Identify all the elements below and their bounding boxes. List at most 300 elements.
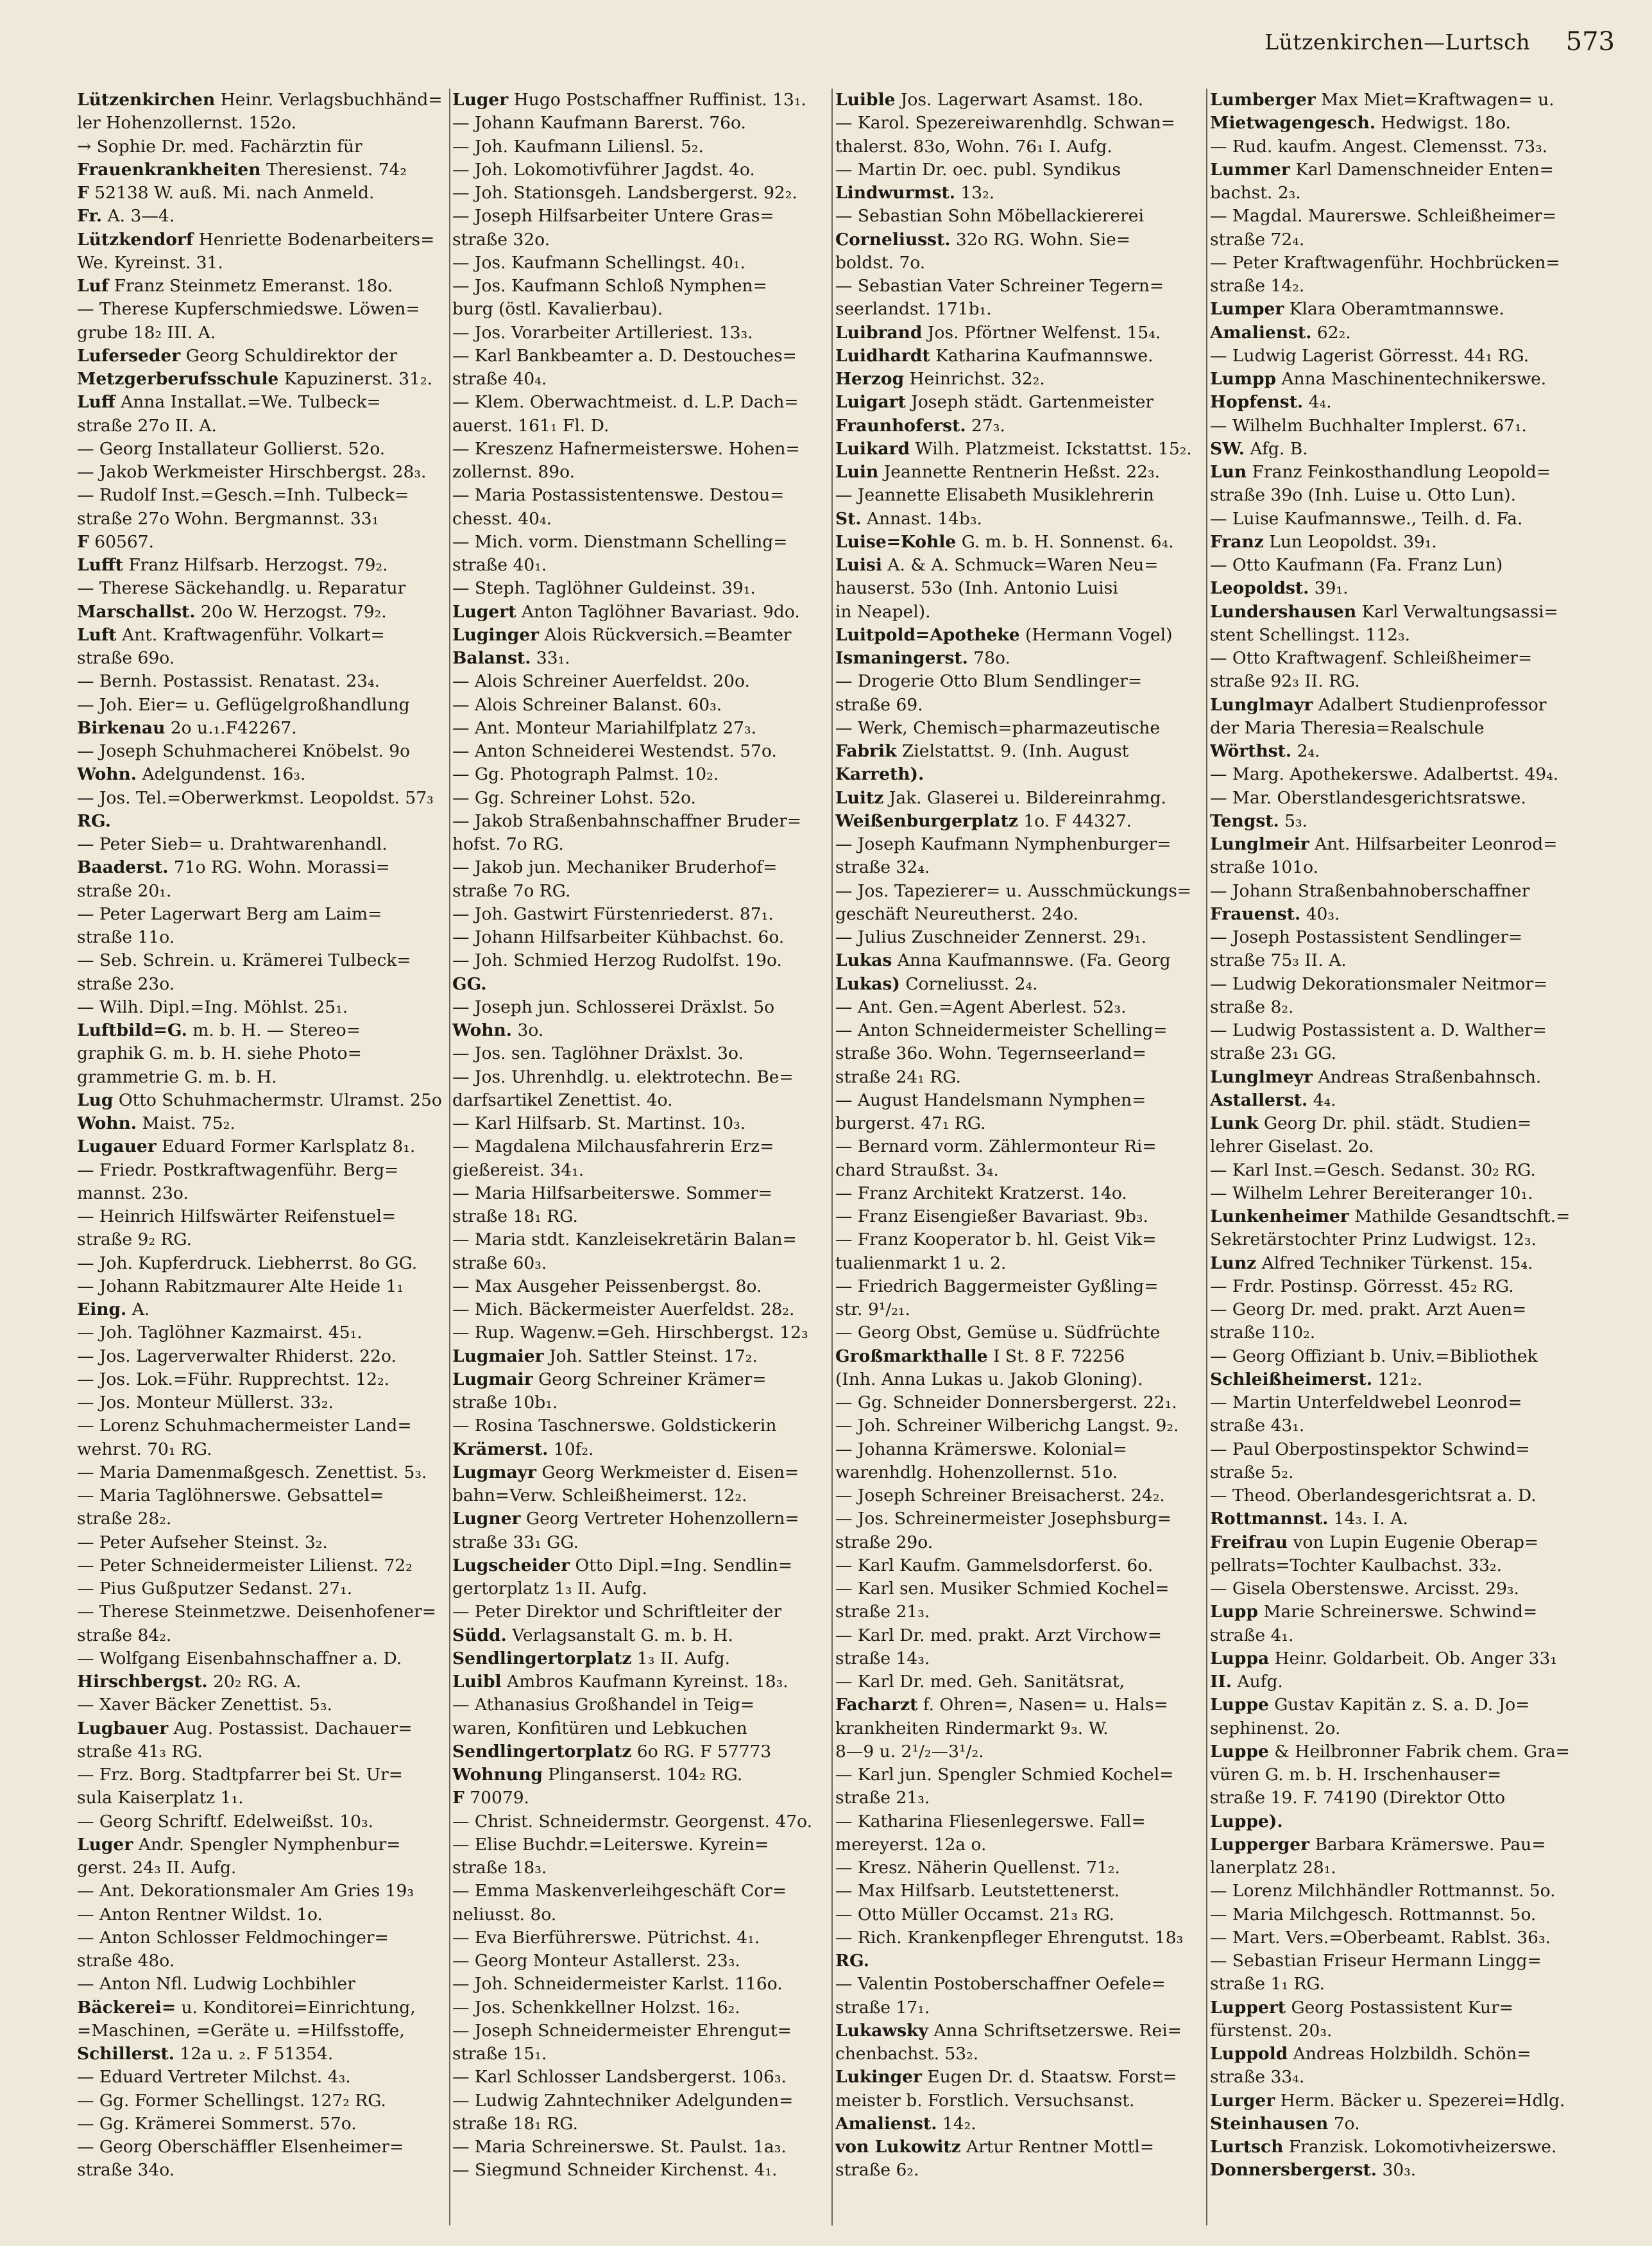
directory-line: pellrats=Tochter Kaulbachst. 33₂. xyxy=(1210,1555,1503,1575)
directory-line: chenbachst. 53₂. xyxy=(835,2044,979,2064)
directory-line: — Johann Hilfsarbeiter Kühbachst. 6o. xyxy=(452,927,785,947)
directory-line: — Otto Kaufmann (Fa. Franz Lun) xyxy=(1210,555,1503,575)
directory-line: — Georg Offiziant b. Univ.=Bibliothek xyxy=(1210,1346,1538,1366)
directory-line: St. Annast. 14b₃. xyxy=(835,508,982,529)
directory-line: krankheiten Rindermarkt 9₃. W. xyxy=(835,1718,1109,1738)
directory-line: We. Kyreinst. 31. xyxy=(77,252,223,273)
directory-line: straße 75₃ II. A. xyxy=(1210,950,1347,971)
directory-line: — Mar. Oberstlandesgerichtsratswe. xyxy=(1210,787,1526,808)
directory-line: straße 69. xyxy=(835,694,923,715)
column-rule xyxy=(831,89,833,2225)
directory-line: Luitz Jak. Glaserei u. Bildereinrahmg. xyxy=(835,787,1166,808)
directory-line: RG. xyxy=(835,1951,869,1971)
directory-line: Lurtsch Franzisk. Lokomotivheizerswe. xyxy=(1210,2137,1557,2157)
directory-line: geschäft Neureutherst. 24o. xyxy=(835,904,1078,924)
directory-line: Hirschbergst. 20₂ RG. A. xyxy=(77,1672,302,1692)
directory-line: — Magdal. Maurerswe. Schleißheimer= xyxy=(1210,206,1557,227)
directory-line: Lukinger Eugen Dr. d. Staatsw. Forst= xyxy=(835,2067,1177,2087)
directory-line: — Anton Nfl. Ludwig Lochbihler xyxy=(77,1974,355,1994)
directory-line: (Inh. Anna Lukas u. Jakob Gloning). xyxy=(835,1369,1143,1389)
directory-line: chard Straußst. 3₄. xyxy=(835,1160,999,1180)
directory-line: Luppa Heinr. Goldarbeit. Ob. Anger 33₁ xyxy=(1210,1648,1557,1668)
directory-line: — Friedrich Baggermeister Gyßling= xyxy=(835,1276,1159,1296)
directory-line: straße 34o. xyxy=(77,2160,175,2181)
directory-line: — Joh. Schneidermeister Karlst. 116o. xyxy=(452,1974,783,1994)
directory-line: zollernst. 89o. xyxy=(452,462,575,482)
directory-line: → Sophie Dr. med. Fachärztin für xyxy=(77,136,362,157)
directory-line: — Wolfgang Eisenbahnschaffner a. D. xyxy=(77,1648,402,1668)
directory-line: straße 23₁ GG. xyxy=(1210,1043,1337,1064)
directory-line: — Jakob Werkmeister Hirschbergst. 28₃. xyxy=(77,462,427,482)
directory-line: — Jos. Tapezierer= u. Ausschmückungs= xyxy=(835,880,1191,901)
directory-line: sephinenst. 2o. xyxy=(1210,1718,1341,1738)
directory-line: Ismaningerst. 78o. xyxy=(835,648,1010,668)
directory-line: — Karl sen. Musiker Schmied Kochel= xyxy=(835,1579,1170,1599)
directory-line: Corneliusst. 32o RG. Wohn. Sie= xyxy=(835,229,1130,250)
directory-line: straße 18₃. xyxy=(452,1858,547,1878)
directory-line: straße 69o. xyxy=(77,648,175,668)
directory-line: straße 14₃. xyxy=(835,1648,930,1668)
directory-line: — Heinrich Hilfswärter Reifenstuel= xyxy=(77,1206,396,1226)
directory-line: Weißenburgerplatz 1o. F 44327. xyxy=(835,810,1132,831)
directory-line: straße 17₁. xyxy=(835,1997,930,2018)
directory-line: — Friedr. Postkraftwagenführ. Berg= xyxy=(77,1160,399,1180)
directory-line: Frauenst. 40₃. xyxy=(1210,904,1340,924)
directory-line: — Joseph Schneidermeister Ehrengut= xyxy=(452,2020,792,2041)
directory-line: hofst. 7o RG. xyxy=(452,834,564,854)
directory-line: Luible Jos. Lagerwart Asamst. 18o. xyxy=(835,90,1144,110)
directory-line: — Bernard vorm. Zählermonteur Ri= xyxy=(835,1136,1157,1157)
directory-line: thalerst. 83o, Wohn. 76₁ I. Aufg. xyxy=(835,136,1112,157)
directory-line: Lurger Herm. Bäcker u. Spezerei=Hdlg. xyxy=(1210,2090,1565,2111)
directory-line: Wohn. 3o. xyxy=(452,1020,544,1040)
directory-line: graphik G. m. b. H. siehe Photo= xyxy=(77,1043,362,1064)
directory-line: straße 41₃ RG. xyxy=(77,1741,203,1762)
directory-line: — Peter Kraftwagenführ. Hochbrücken= xyxy=(1210,252,1560,273)
directory-line: — Joh. Stationsgeh. Landsbergerst. 92₂. xyxy=(452,183,797,203)
directory-line: — Georg Dr. med. prakt. Arzt Auen= xyxy=(1210,1299,1527,1319)
directory-line: — Maria Milchgesch. Rottmannst. 5o. xyxy=(1210,1904,1537,1925)
directory-line: Baaderst. 71o RG. Wohn. Morassi= xyxy=(77,857,390,878)
directory-line: straße 33₁ GG. xyxy=(452,1532,579,1552)
directory-line: stent Schellingst. 112₃. xyxy=(1210,624,1410,645)
directory-line: fürstenst. 20₃. xyxy=(1210,2020,1333,2041)
column-rule xyxy=(449,89,450,2225)
directory-line: straße 40₁. xyxy=(452,555,547,575)
directory-line: — Klem. Oberwachtmeist. d. L.P. Dach= xyxy=(452,392,799,413)
directory-line: — Frz. Borg. Stadtpfarrer bei St. Ur= xyxy=(77,1765,403,1785)
directory-line: — Joh. Lokomotivführer Jagdst. 4o. xyxy=(452,159,755,180)
directory-line: Luitpold=Apotheke (Hermann Vogel) xyxy=(835,624,1173,645)
directory-line: Luikard Wilh. Platzmeist. Ickstattst. 15₂. xyxy=(835,438,1192,459)
directory-line: — Martin Dr. oec. publ. Syndikus xyxy=(835,159,1121,180)
directory-line: — Werk, Chemisch=pharmazeutische xyxy=(835,717,1161,738)
directory-line: straße 40₄. xyxy=(452,369,547,389)
directory-line: Lunz Alfred Techniker Türkenst. 15₄. xyxy=(1210,1253,1533,1273)
directory-line: — Jos. Schenkkellner Holzst. 16₂. xyxy=(452,1997,740,2018)
directory-line: Luibl Ambros Kaufmann Kyreinst. 18₃. xyxy=(452,1672,788,1692)
directory-line: — Maria Hilfsarbeiterswe. Sommer= xyxy=(452,1183,773,1203)
directory-line: Herzog Heinrichst. 32₂. xyxy=(835,369,1045,389)
directory-line: Karreth). xyxy=(835,764,924,785)
directory-line: Luisi A. & A. Schmuck=Waren Neu= xyxy=(835,555,1159,575)
directory-line: Luppe & Heilbronner Fabrik chem. Gra= xyxy=(1210,1741,1570,1762)
directory-line: — Kreszenz Hafnermeisterswe. Hohen= xyxy=(452,438,800,459)
directory-line: Tengst. 5₃. xyxy=(1210,810,1308,831)
directory-line: Krämerst. 10f₂. xyxy=(452,1439,594,1459)
directory-line: straße 27o Wohn. Bergmannst. 33₁ xyxy=(77,508,379,529)
directory-line: straße 18₁ RG. xyxy=(452,1206,578,1226)
directory-line: straße 101o. xyxy=(1210,857,1319,878)
directory-line: Schillerst. 12a u. ₂. F 51354. xyxy=(77,2044,334,2064)
directory-line: straße 10b₁. xyxy=(452,1393,558,1412)
directory-line: — Gg. Schreiner Lohst. 52o. xyxy=(452,787,696,808)
directory-line: — Otto Müller Occamst. 21₃ RG. xyxy=(835,1904,1115,1925)
directory-line: — Mich. Bäckermeister Auerfeldst. 28₂. xyxy=(452,1299,795,1319)
directory-line: Lindwurmst. 13₂. xyxy=(835,183,995,203)
directory-line: Luigart Joseph städt. Gartenmeister xyxy=(835,392,1154,413)
directory-line: Wohn. Maist. 75₂. xyxy=(77,1113,235,1133)
directory-line: warenhdlg. Hohenzollernst. 51o. xyxy=(835,1462,1118,1482)
directory-line: — Peter Schneidermeister Lilienst. 72₂ xyxy=(77,1555,413,1575)
directory-line: — Marg. Apothekerswe. Adalbertst. 49₄. xyxy=(1210,764,1559,785)
directory-line: — Peter Sieb= u. Drahtwarenhandl. xyxy=(77,834,387,854)
directory-line: — Franz Eisengießer Bavariast. 9b₃. xyxy=(835,1206,1148,1226)
directory-line: straße 24₁ RG. xyxy=(835,1067,961,1087)
directory-line: gießereist. 34₁. xyxy=(452,1160,584,1180)
running-head: Lützenkirchen—Lurtsch xyxy=(1265,30,1530,55)
column-4 xyxy=(1210,89,1581,2232)
directory-line: — Ludwig Dekorationsmaler Neitmor= xyxy=(1210,973,1548,994)
directory-line: Lukas Anna Kaufmannswe. (Fa. Georg xyxy=(835,950,1171,971)
directory-line: bahn=Verw. Schleißheimerst. 12₂. xyxy=(452,1486,747,1505)
directory-line: Franz Lun Leopoldst. 39₁. xyxy=(1210,531,1437,552)
directory-line: lanerplatz 28₁. xyxy=(1210,1858,1336,1878)
directory-line: gerst. 24₃ II. Aufg. xyxy=(77,1858,237,1878)
directory-line: — Magdalena Milchausfahrerin Erz= xyxy=(452,1136,774,1157)
directory-line: — Johann Rabitzmaurer Alte Heide 1₁ xyxy=(77,1276,404,1296)
directory-line: Lugert Anton Taglöhner Bavariast. 9do. xyxy=(452,601,800,622)
directory-line: — Lorenz Schuhmachermeister Land= xyxy=(77,1416,412,1436)
column-rule xyxy=(1206,89,1207,2225)
directory-line: burg (östl. Kavalierbau). xyxy=(452,299,663,320)
directory-line: Luginger Alois Rückversich.=Beamter xyxy=(452,624,792,645)
directory-line: Fabrik Zielstattst. 9. (Inh. August xyxy=(835,741,1129,761)
directory-line: Fr. A. 3—4. xyxy=(77,206,175,227)
directory-line: straße 21₃. xyxy=(835,1788,930,1808)
directory-line: Hopfenst. 4₄. xyxy=(1210,392,1332,413)
directory-line: — Jos. sen. Taglöhner Dräxlst. 3o. xyxy=(452,1043,744,1064)
directory-line: — Eduard Vertreter Milchst. 4₃. xyxy=(77,2067,351,2087)
directory-line: Metzgerberufsschule Kapuzinerst. 31₂. xyxy=(77,369,433,389)
column-1 xyxy=(77,89,448,2232)
directory-line: — Peter Direktor und Schriftleiter der xyxy=(452,1602,782,1622)
directory-line: — Siegmund Schneider Kirchenst. 4₁. xyxy=(452,2160,778,2181)
directory-line: — Luise Kaufmannswe., Teilh. d. Fa. xyxy=(1210,508,1523,529)
directory-line: — Alois Schreiner Auerfeldst. 20o. xyxy=(452,671,750,692)
directory-line: Lugmayr Georg Werkmeister d. Eisen= xyxy=(452,1462,799,1482)
directory-line: — Jakob Straßenbahnschaffner Bruder= xyxy=(452,810,802,831)
directory-line: Lupperger Barbara Krämerswe. Pau= xyxy=(1210,1834,1546,1855)
directory-line: straße 48o. xyxy=(77,1951,175,1971)
directory-line: Sekretärstochter Prinz Ludwigst. 12₃. xyxy=(1210,1230,1537,1250)
directory-line: — Jos. Lagerverwalter Rhiderst. 22o. xyxy=(77,1346,396,1366)
directory-line: Lumberger Max Miet=Kraftwagen= u. xyxy=(1210,90,1554,110)
directory-line: Fraunhoferst. 27₃. xyxy=(835,415,1005,436)
directory-line: straße 43₁. xyxy=(1210,1416,1305,1436)
directory-line: SW. Afg. B. xyxy=(1210,438,1308,459)
directory-line: lehrer Giselast. 2o. xyxy=(1210,1136,1374,1157)
directory-line: mannst. 23o. xyxy=(77,1183,189,1203)
directory-line: — Joseph Hilfsarbeiter Untere Gras= xyxy=(452,206,774,227)
directory-line: Großmarkthalle I St. 8 F. 72256 xyxy=(835,1346,1125,1366)
directory-line: Luise=Kohle G. m. b. H. Sonnenst. 6₄. xyxy=(835,531,1174,552)
directory-line: straße 9₂ RG. xyxy=(77,1230,192,1250)
directory-line: — Joseph Schreiner Breisacherst. 24₂. xyxy=(835,1486,1165,1505)
directory-line: Luin Jeannette Rentnerin Heßst. 22₃. xyxy=(835,462,1161,482)
directory-line: Amalienst. 14₂. xyxy=(835,2113,976,2134)
directory-line: — Johann Kaufmann Barerst. 76o. xyxy=(452,113,746,133)
directory-line: Luppe Gustav Kapitän z. S. a. D. Jo= xyxy=(1210,1695,1530,1715)
directory-line: — Karl Bankbeamter a. D. Destouches= xyxy=(452,345,797,366)
directory-line: mereyerst. 12a o. xyxy=(835,1834,987,1855)
directory-line: — Anton Schneidermeister Schelling= xyxy=(835,1020,1168,1040)
directory-line: straße 110₂. xyxy=(1210,1323,1316,1343)
directory-line: Lugscheider Otto Dipl.=Ing. Sendlin= xyxy=(452,1555,793,1575)
directory-line: — Elise Buchdr.=Leiterswe. Kyrein= xyxy=(452,1834,769,1855)
directory-line: straße 27o II. A. xyxy=(77,415,217,436)
directory-line: GG. xyxy=(452,973,487,994)
directory-line: — Pius Gußputzer Sedanst. 27₁. xyxy=(77,1579,353,1599)
directory-line: — Maria Taglöhnerswe. Gebsattel= xyxy=(77,1486,384,1505)
directory-line: — Maria Schreinerswe. St. Paulst. 1a₃. xyxy=(452,2137,787,2157)
directory-line: Lugbauer Aug. Postassist. Dachauer= xyxy=(77,1718,413,1738)
directory-line: 8—9 u. 2¹/₂—3¹/₂. xyxy=(835,1741,984,1762)
directory-line: — Frdr. Postinsp. Görresst. 45₂ RG. xyxy=(1210,1276,1514,1296)
directory-line: — Ant. Gen.=Agent Aberlest. 52₃. xyxy=(835,997,1127,1017)
directory-line: — Alois Schreiner Balanst. 60₃. xyxy=(452,694,722,715)
directory-line: — Joh. Schmied Herzog Rudolfst. 19o. xyxy=(452,950,782,971)
directory-columns xyxy=(77,89,1652,2232)
directory-line: — Joh. Eier= u. Geflügelgroßhandlung xyxy=(77,694,410,715)
directory-line: — Therese Kupferschmiedswe. Löwen= xyxy=(77,299,420,320)
directory-line: straße 92₃ II. RG. xyxy=(1210,671,1360,692)
directory-line: Lugmair Georg Schreiner Krämer= xyxy=(452,1369,767,1389)
directory-line: — Johanna Krämerswe. Kolonial= xyxy=(835,1439,1127,1459)
directory-line: — Wilhelm Buchhalter Implerst. 67₁. xyxy=(1210,415,1527,436)
directory-line: F 52138 W. auß. Mi. nach Anmeld. xyxy=(77,183,375,203)
directory-line: straße 8₂. xyxy=(1210,997,1294,1017)
directory-line: grube 18₂ III. A. xyxy=(77,322,216,343)
directory-line: wehrst. 70₁ RG. xyxy=(77,1439,212,1459)
directory-line: Luft Ant. Kraftwagenführ. Volkart= xyxy=(77,624,385,645)
directory-line: Lützenkirchen Heinr. Verlagsbuchhänd= xyxy=(77,90,443,110)
directory-line: Steinhausen 7o. xyxy=(1210,2113,1360,2134)
directory-line: — Max Ausgeher Peissenbergst. 8o. xyxy=(452,1276,762,1296)
directory-line: Rottmannst. 14₃. I. A. xyxy=(1210,1509,1408,1529)
directory-line: straße 11o. xyxy=(77,927,175,947)
directory-line: — Joh. Kupferdruck. Liebherrst. 8o GG. xyxy=(77,1253,418,1273)
directory-line: — Karl Schlosser Landsbergerst. 106₃. xyxy=(452,2067,787,2087)
directory-line: Lug Otto Schuhmachermstr. Ulramst. 25o xyxy=(77,1090,442,1110)
directory-line: Luppold Andreas Holzbildh. Schön= xyxy=(1210,2044,1531,2064)
directory-line: gertorplatz 1₃ II. Aufg. xyxy=(452,1579,647,1599)
directory-line: — Jos. Kaufmann Schloß Nymphen= xyxy=(452,276,767,296)
directory-line: — Karl Dr. med. Geh. Sanitätsrat, xyxy=(835,1672,1125,1692)
directory-line: straße 39o (Inh. Luise u. Otto Lun). xyxy=(1210,485,1517,506)
directory-line: II. Aufg. xyxy=(1210,1672,1283,1692)
directory-line: straße 14₂. xyxy=(1210,276,1305,296)
directory-line: — Jos. Tel.=Oberwerkmst. Leopoldst. 57₃ xyxy=(77,787,434,808)
directory-line: Bäckerei= u. Konditorei=Einrichtung, xyxy=(77,1997,416,2018)
directory-line: F 70079. xyxy=(452,1788,529,1808)
directory-line: Luidhardt Katharina Kaufmannswe. xyxy=(835,345,1154,366)
directory-line: von Lukowitz Artur Rentner Mottl= xyxy=(835,2137,1154,2157)
directory-line: straße 4₁. xyxy=(1210,1625,1294,1645)
directory-line: — Georg Schriftf. Edelweißst. 10₃. xyxy=(77,1811,374,1831)
directory-line: — Gisela Oberstenswe. Arcisst. 29₃. xyxy=(1210,1579,1519,1599)
directory-line: — Rudolf Inst.=Gesch.=Inh. Tulbeck= xyxy=(77,485,409,506)
directory-line: Luger Andr. Spengler Nymphenbur= xyxy=(77,1834,401,1855)
directory-line: — Katharina Fliesenlegerswe. Fall= xyxy=(835,1811,1146,1831)
directory-line: — Anton Rentner Wildst. 1o. xyxy=(77,1904,323,1925)
directory-line: ler Hohenzollernst. 152o. xyxy=(77,113,297,133)
directory-line: Donnersbergerst. 30₃. xyxy=(1210,2160,1417,2181)
directory-line: — Ant. Dekorationsmaler Am Gries 19₃ xyxy=(77,1881,414,1901)
directory-line: — Jos. Lok.=Führ. Rupprechtst. 12₂. xyxy=(77,1369,390,1389)
directory-line: — Joh. Schreiner Wilberichg Langst. 9₂. xyxy=(835,1416,1179,1436)
directory-line: darfsartikel Zenettist. 4o. xyxy=(452,1090,673,1110)
page-header xyxy=(0,27,1652,65)
directory-line: Luff Anna Installat.=We. Tulbeck= xyxy=(77,392,381,413)
directory-line: sula Kaiserplatz 1₁. xyxy=(77,1788,244,1808)
directory-line: bachst. 2₃. xyxy=(1210,183,1301,203)
directory-line: auerst. 161₁ Fl. D. xyxy=(452,415,609,436)
directory-line: — Maria stdt. Kanzleisekretärin Balan= xyxy=(452,1230,797,1250)
directory-line: — Sebastian Friseur Hermann Lingg= xyxy=(1210,1951,1542,1971)
directory-line: — Gg. Schneider Donnersbergerst. 22₁. xyxy=(835,1393,1177,1412)
directory-line: — Karl Hilfsarb. St. Martinst. 10₃. xyxy=(452,1113,746,1133)
directory-line: — Peter Lagerwart Berg am Laim= xyxy=(77,904,382,924)
directory-line: — Anton Schlosser Feldmochinger= xyxy=(77,1927,389,1948)
directory-line: straße 28₂. xyxy=(77,1509,172,1529)
directory-line: Lumpp Anna Maschinentechnikerswe. xyxy=(1210,369,1547,389)
directory-line: — Xaver Bäcker Zenettist. 5₃. xyxy=(77,1695,332,1715)
directory-line: Lützkendorf Henriette Bodenarbeiters= xyxy=(77,229,435,250)
directory-line: Lunkenheimer Mathilde Gesandtschft.= xyxy=(1210,1206,1571,1226)
directory-line: Lundershausen Karl Verwaltungsassi= xyxy=(1210,601,1558,622)
directory-line: — Gg. Former Schellingst. 127₂ RG. xyxy=(77,2090,386,2111)
directory-line: — Steph. Taglöhner Guldeinst. 39₁. xyxy=(452,578,756,599)
directory-line: — Jakob jun. Mechaniker Bruderhof= xyxy=(452,857,778,878)
directory-line: Frauenkrankheiten Theresienst. 74₂ xyxy=(77,159,407,180)
directory-line: — Drogerie Otto Blum Sendlinger= xyxy=(835,671,1143,692)
directory-line: straße 33₄. xyxy=(1210,2067,1305,2087)
directory-line: straße 1₁ RG. xyxy=(1210,1974,1325,1994)
directory-line: RG. xyxy=(77,810,111,831)
directory-line: Wohnung Plinganserst. 104₂ RG. xyxy=(452,1765,743,1785)
directory-line: — Otto Kraftwagenf. Schleißheimer= xyxy=(1210,648,1533,668)
directory-line: straße 5₂. xyxy=(1210,1462,1294,1482)
directory-line: der Maria Theresia=Realschule xyxy=(1210,717,1485,738)
directory-line: Eing. A. xyxy=(77,1299,150,1319)
directory-line: Luger Hugo Postschaffner Ruffinist. 13₁. xyxy=(452,90,806,110)
directory-line: — Mich. vorm. Dienstmann Schelling= xyxy=(452,531,788,552)
directory-line: straße 29o. xyxy=(835,1532,933,1552)
directory-line: — August Handelsmann Nymphen= xyxy=(835,1090,1146,1110)
directory-line: burgerst. 47₁ RG. xyxy=(835,1113,986,1133)
directory-line: vüren G. m. b. H. Irschenhauser= xyxy=(1210,1765,1502,1785)
directory-line: Sendlingertorplatz 6o RG. F 57773 xyxy=(452,1741,772,1762)
directory-line: — Karl jun. Spengler Schmied Kochel= xyxy=(835,1765,1174,1785)
directory-line: Lumper Klara Oberamtmannswe. xyxy=(1210,299,1504,320)
directory-line: — Valentin Postoberschaffner Oefele= xyxy=(835,1974,1166,1994)
directory-line: — Julius Zuschneider Zennerst. 29₁. xyxy=(835,927,1147,947)
directory-line: — Gg. Krämerei Sommerst. 57o. xyxy=(77,2113,357,2134)
directory-line: — Georg Obst, Gemüse u. Südfrüchte xyxy=(835,1323,1161,1343)
directory-line: straße 19. F. 74190 (Direktor Otto xyxy=(1210,1788,1506,1808)
directory-line: Lun Franz Feinkosthandlung Leopold= xyxy=(1210,462,1551,482)
directory-line: — Rich. Krankenpfleger Ehrengutst. 18₃ xyxy=(835,1927,1184,1948)
directory-line: Lugauer Eduard Former Karlsplatz 8₁. xyxy=(77,1136,416,1157)
directory-line: straße 6₂. xyxy=(835,2160,919,2181)
directory-line: — Peter Aufseher Steinst. 3₂. xyxy=(77,1532,328,1552)
directory-line: — Rup. Wagenw.=Geh. Hirschbergst. 12₃ xyxy=(452,1323,808,1343)
directory-line: Lunglmeir Ant. Hilfsarbeiter Leonrod= xyxy=(1210,834,1558,854)
directory-line: straße 15₁. xyxy=(452,2044,547,2064)
directory-line: Lufft Franz Hilfsarb. Herzogst. 79₂. xyxy=(77,555,388,575)
directory-line: — Franz Kooperator b. hl. Geist Vik= xyxy=(835,1230,1157,1250)
directory-line: Lukawsky Anna Schriftsetzerswe. Rei= xyxy=(835,2020,1182,2041)
directory-line: Facharzt f. Ohren=, Nasen= u. Hals= xyxy=(835,1695,1168,1715)
directory-line: — Theod. Oberlandesgerichtsrat a. D. xyxy=(1210,1486,1537,1505)
directory-line: waren, Konfitüren und Lebkuchen xyxy=(452,1718,747,1738)
directory-line: — Joseph Kaufmann Nymphenburger= xyxy=(835,834,1171,854)
directory-line: — Rosina Taschnerswe. Goldstickerin xyxy=(452,1416,777,1436)
directory-line: — Jos. Vorarbeiter Artilleriest. 13₃. xyxy=(452,322,753,343)
directory-line: Luferseder Georg Schuldirektor der xyxy=(77,345,398,366)
directory-line: — Joh. Gastwirt Fürstenriederst. 87₁. xyxy=(452,904,774,924)
directory-line: Amalienst. 62₂. xyxy=(1210,322,1351,343)
directory-line: — Jos. Schreinermeister Josephsburg= xyxy=(835,1509,1171,1529)
directory-line: tualienmarkt 1 u. 2. xyxy=(835,1253,1007,1273)
directory-line: seerlandst. 171b₁. xyxy=(835,299,992,320)
directory-line: straße 23o. xyxy=(77,973,175,994)
directory-line: grammetrie G. m. b. H. xyxy=(77,1067,277,1087)
directory-line: Lukas) Corneliusst. 2₄. xyxy=(835,973,1038,994)
directory-line: — Sebastian Vater Schreiner Tegern= xyxy=(835,276,1164,296)
directory-line: Astallerst. 4₄. xyxy=(1210,1090,1336,1110)
directory-line: Lupp Marie Schreinerswe. Schwind= xyxy=(1210,1602,1538,1622)
directory-line: — Ludwig Lagerist Görresst. 44₁ RG. xyxy=(1210,345,1529,366)
directory-line: — Johann Straßenbahnoberschaffner xyxy=(1210,880,1530,901)
directory-line: — Bernh. Postassist. Renatast. 23₄. xyxy=(77,671,380,692)
directory-line: — Karl Dr. med. prakt. Arzt Virchow= xyxy=(835,1625,1162,1645)
column-3 xyxy=(835,89,1206,2232)
directory-line: — Karl Inst.=Gesch. Sedanst. 30₂ RG. xyxy=(1210,1160,1536,1180)
directory-line: chesst. 40₄. xyxy=(452,508,552,529)
directory-line: Lunk Georg Dr. phil. städt. Studien= xyxy=(1210,1113,1532,1133)
directory-line: Luf Franz Steinmetz Emeranst. 18o. xyxy=(77,276,393,296)
directory-line: straße 60₃. xyxy=(452,1253,547,1273)
directory-line: straße 7o RG. xyxy=(452,880,571,901)
directory-line: — Sebastian Sohn Möbellackiererei xyxy=(835,206,1144,227)
directory-line: Mietwagengesch. Hedwigst. 18o. xyxy=(1210,113,1511,133)
directory-line: Luppert Georg Postassistent Kur= xyxy=(1210,1997,1513,2018)
directory-line: — Paul Oberpostinspektor Schwind= xyxy=(1210,1439,1530,1459)
directory-line: — Karol. Spezereiwarenhdlg. Schwan= xyxy=(835,113,1175,133)
directory-line: Wörthst. 2₄. xyxy=(1210,741,1320,761)
